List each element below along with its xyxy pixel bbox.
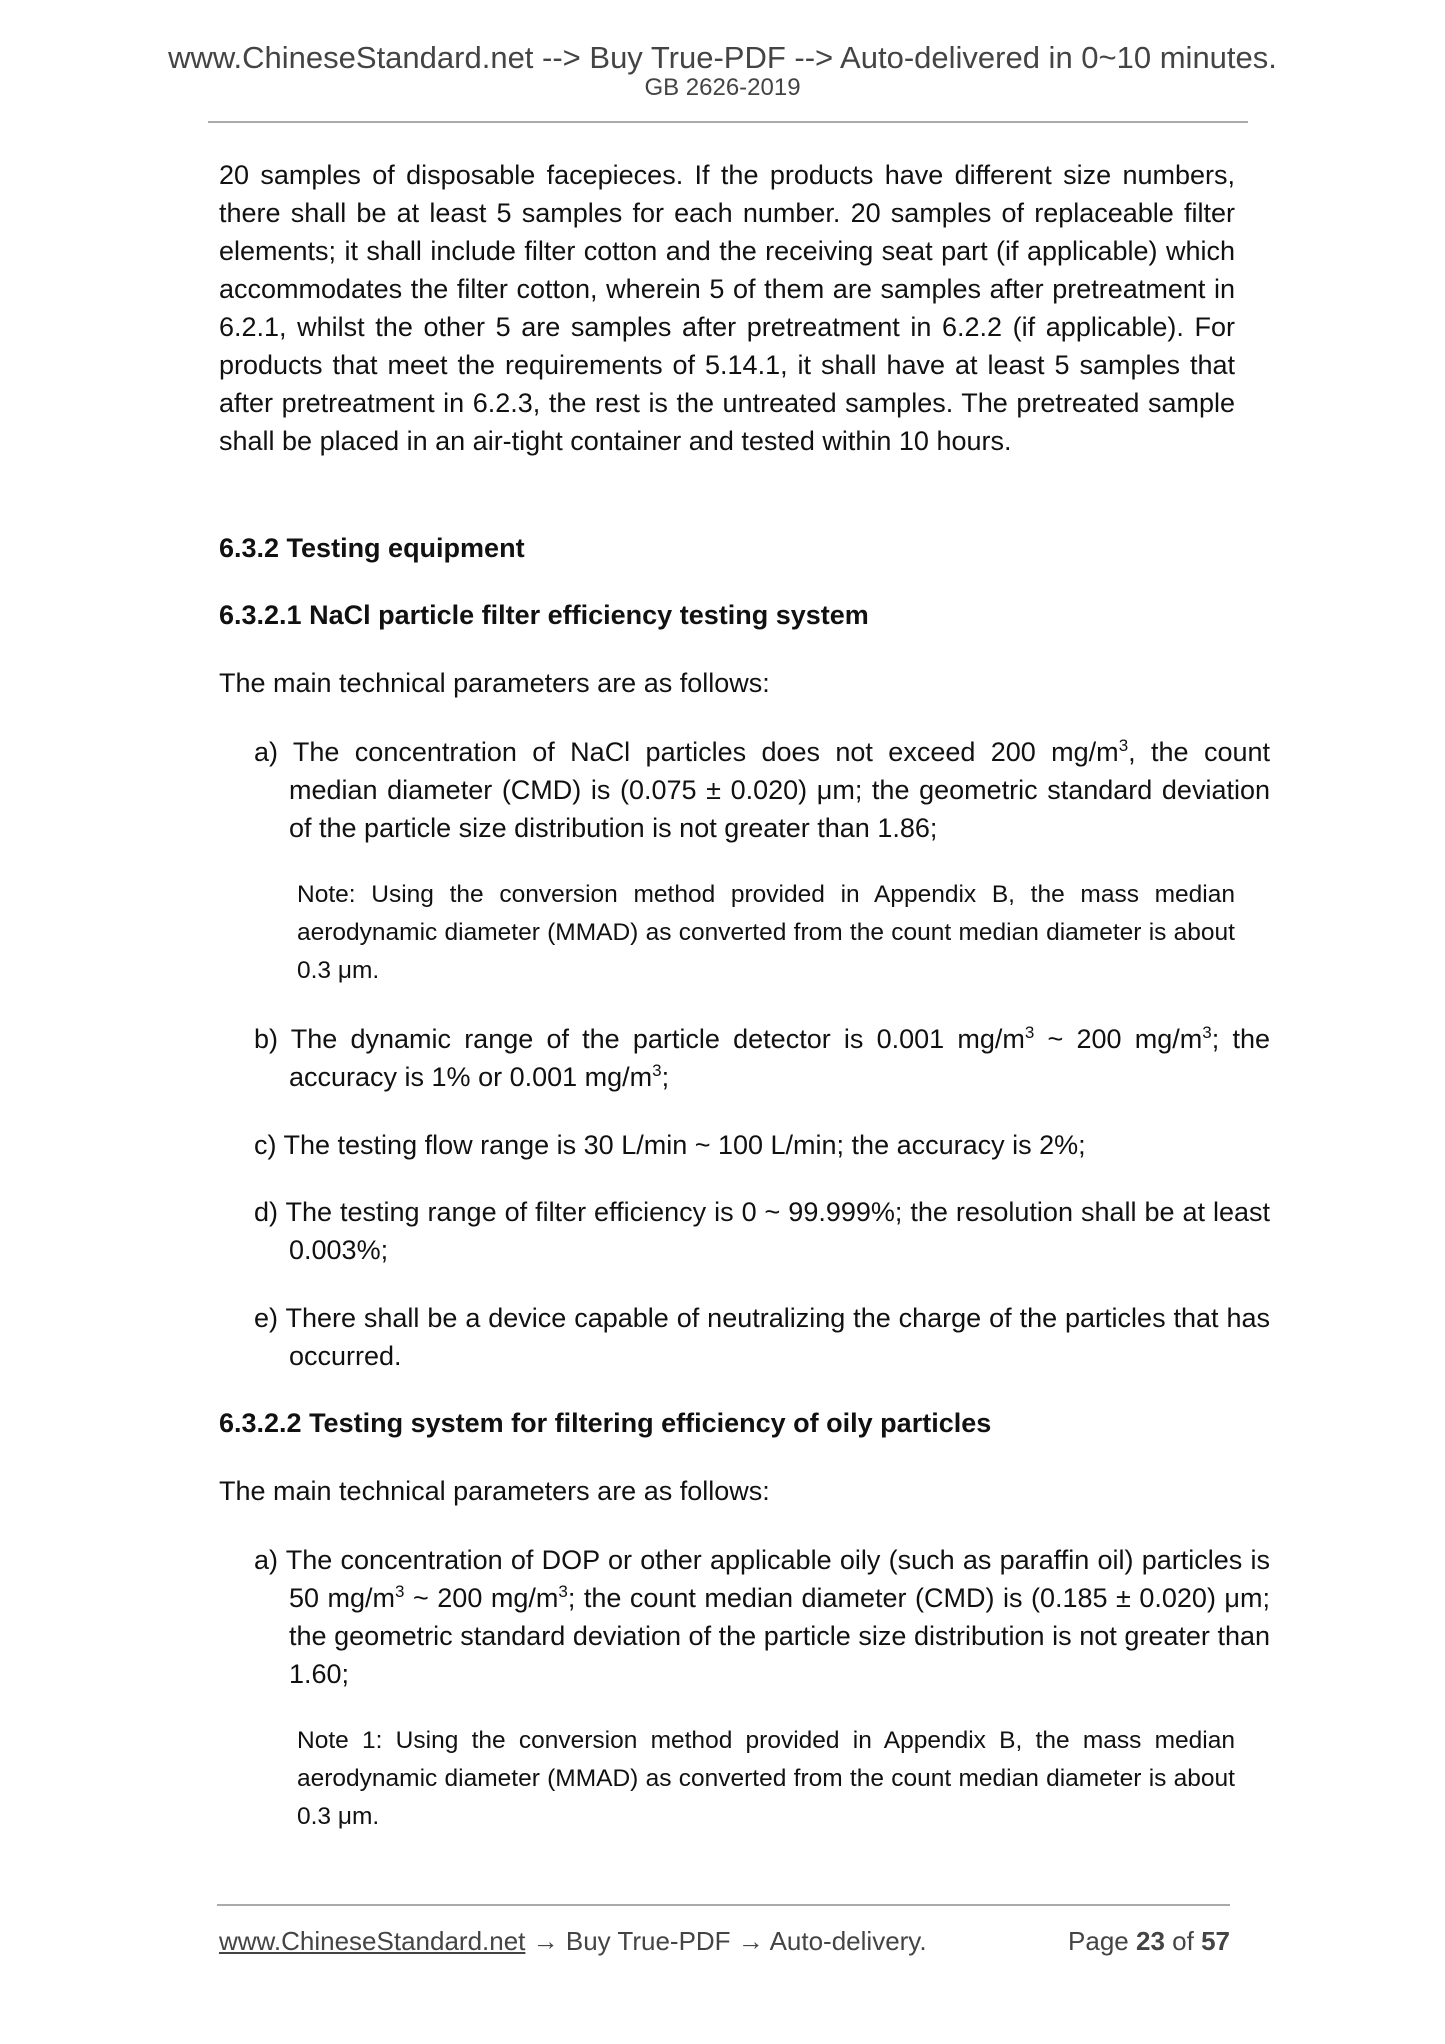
intro-text: The main technical parameters are as follows:	[219, 1476, 770, 1506]
superscript: 3	[395, 1582, 405, 1601]
current-page: 23	[1136, 1926, 1165, 1956]
header-divider	[208, 121, 1248, 123]
section-heading-6-3-2: 6.3.2 Testing equipment	[219, 533, 525, 563]
text: ; the count median diameter (CMD) is (0.185 ± 0.020) μm; the geometric standard deviation of the particle size distribution is not greater than 1.60;	[289, 1583, 1270, 1689]
note: Note 1: Using the conversion method provided in Appendix B, the mass median aerodynamic diameter (MMAD) as converted from the count median diameter is about 0.3 μm.	[297, 1727, 1235, 1830]
footer	[219, 1926, 1230, 1957]
list-item-e-nacl: e) There shall be a device capable of neutralizing the charge of the particles that has occurred.	[254, 1303, 1270, 1371]
text: a) The concentration of DOP or other applicable oily (such as paraffin oil) particles is 50 mg/m	[254, 1545, 1270, 1613]
list-item-d-nacl: d) The testing range of filter efficiency is 0 ~ 99.999%; the resolution shall be at least 0.003%;	[254, 1197, 1270, 1265]
site-link[interactable]: www.ChineseStandard.net	[219, 1926, 526, 1956]
note: Note: Using the conversion method provided in Appendix B, the mass median aerodynamic diameter (MMAD) as converted from the count median diameter is about 0.3 μm.	[297, 881, 1235, 984]
section-heading-6-3-2-1: 6.3.2.1 NaCl particle filter efficiency testing system	[219, 600, 869, 630]
list-item-b-nacl	[254, 1020, 1270, 1096]
text: a) The concentration of NaCl particles does not exceed 200 mg/m	[254, 737, 1119, 767]
footer-promo	[219, 1926, 927, 1957]
superscript: 3	[652, 1061, 662, 1080]
of-label: of	[1172, 1926, 1194, 1956]
footer-divider	[217, 1904, 1230, 1906]
text: ~ 200 mg/m	[1034, 1024, 1203, 1054]
section-heading-6-3-2-2: 6.3.2.2 Testing system for filtering efficiency of oily particles	[219, 1408, 992, 1438]
text: b) The dynamic range of the particle detector is 0.001 mg/m	[254, 1024, 1025, 1054]
list-item-c-nacl: c) The testing flow range is 30 L/min ~ 100 L/min; the accuracy is 2%;	[254, 1130, 1086, 1160]
document-id: GB 2626-2019	[644, 74, 801, 101]
total-pages: 57	[1201, 1926, 1230, 1956]
header-banner: www.ChineseStandard.net --> Buy True-PDF --> Auto-delivered in 0~10 minutes.	[168, 40, 1277, 75]
text: ; the accuracy is 1% or 0.001 mg/m	[289, 1024, 1270, 1092]
superscript: 3	[1024, 1023, 1035, 1042]
paragraph-samples: 20 samples of disposable facepieces. If the products have different size numbers, there shall be at least 5 samples for each number. 20 samples of replaceable filter elements; it shall include filter cotton and the receiving seat part (if applicable) which accommodates the filter cotton, wherein 5 of them are samples after pretreatment in 6.2.1, whilst the other 5 are samples after pretreatment in 6.2.2 (if applicable). For products that meet the requirements of 5.14.1, it shall have at least 5 samples that after pretreatment in 6.2.3, the rest is the untreated samples. The pretreated sample shall be placed in an air-tight container and tested within 10 hours.	[219, 160, 1235, 456]
list-item-a-oily	[254, 1541, 1270, 1693]
page-number	[1068, 1926, 1230, 1957]
list-item-a-nacl	[254, 733, 1270, 847]
superscript: 3	[558, 1582, 568, 1601]
intro-text: The main technical parameters are as follows:	[219, 668, 770, 698]
text: ~ 200 mg/m	[404, 1583, 559, 1613]
text: , the count median diameter (CMD) is (0.075 ± 0.020) μm; the geometric standard deviation of the particle size distribution is not greater than 1.86;	[289, 737, 1270, 843]
footer-text: → Buy True-PDF → Auto-delivery.	[525, 1926, 927, 1956]
text: ;	[661, 1062, 670, 1092]
superscript: 3	[1202, 1023, 1212, 1042]
page-label: Page	[1068, 1926, 1129, 1956]
superscript: 3	[1118, 736, 1129, 755]
